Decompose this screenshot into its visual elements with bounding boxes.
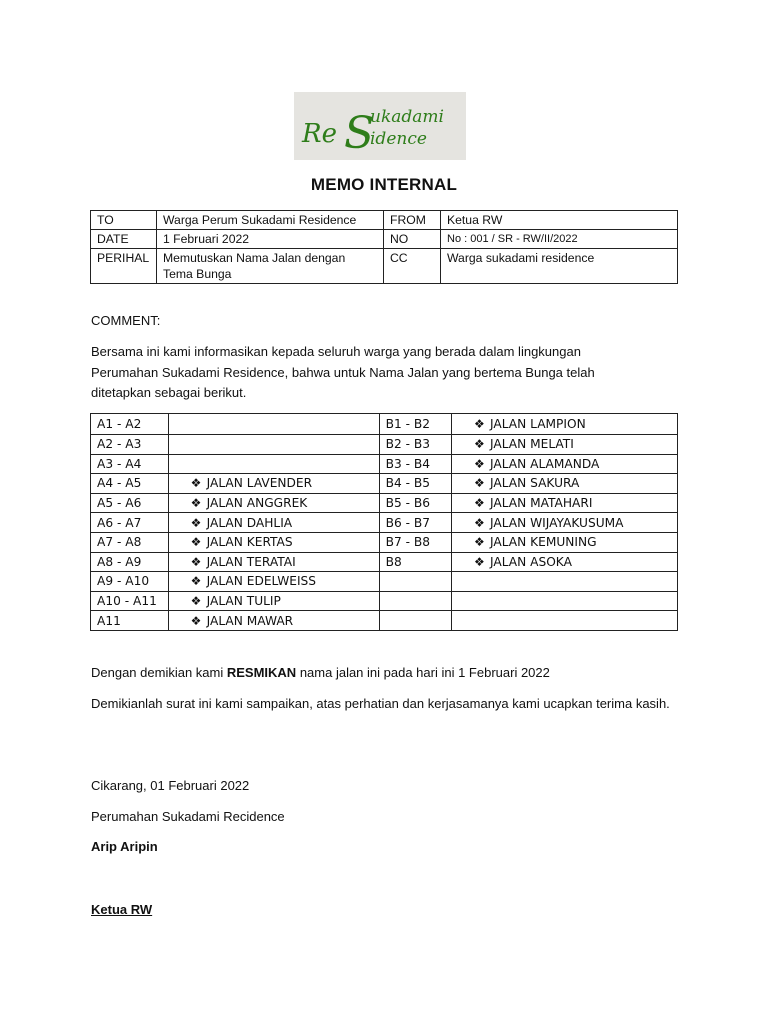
- b-street-cell: [452, 435, 678, 455]
- diamond-bullet-icon: ❖: [190, 574, 202, 589]
- a-block-cell: A6 - A7: [91, 513, 169, 533]
- diamond-bullet-icon: ❖: [474, 496, 485, 511]
- from-value: Ketua RW: [441, 211, 678, 230]
- diamond-bullet-icon: ❖: [190, 496, 202, 511]
- organization-name: Perumahan Sukadami Recidence: [91, 809, 285, 824]
- a-street-name: JALAN TERATAI: [206, 554, 296, 569]
- b-street-cell: [452, 454, 678, 474]
- svg-text:Re: Re: [302, 119, 337, 149]
- diamond-bullet-icon: ❖: [190, 535, 202, 550]
- svg-text:ukadami: ukadami: [370, 107, 444, 127]
- date-label: DATE: [91, 230, 157, 249]
- perihal-label: PERIHAL: [91, 249, 157, 284]
- b-street-name: JALAN ALAMANDA: [490, 456, 600, 471]
- b-street-cell: [452, 493, 678, 513]
- b-street-name: JALAN MELATI: [490, 437, 574, 452]
- svg-text:S: S: [344, 108, 375, 159]
- a-block-cell: A10 - A11: [91, 591, 169, 611]
- svg-text:idence: idence: [370, 129, 427, 149]
- street-row: [91, 414, 678, 435]
- b-block-cell: B4 - B5: [379, 474, 451, 494]
- resmikan-before: Dengan demikian kami: [91, 665, 227, 680]
- street-row: [91, 552, 678, 572]
- diamond-bullet-icon: ❖: [190, 476, 202, 491]
- a-block-cell: A7 - A8: [91, 532, 169, 552]
- a-street-name: JALAN MAWAR: [206, 613, 294, 628]
- b-street-cell: [452, 474, 678, 494]
- street-row: [91, 454, 678, 474]
- diamond-bullet-icon: ❖: [474, 456, 485, 471]
- street-row: [91, 435, 678, 455]
- signer-role-wrap: [91, 900, 681, 921]
- date-value: 1 Februari 2022: [157, 230, 384, 249]
- a-block-cell: A11: [91, 611, 169, 631]
- to-value: Warga Perum Sukadami Residence: [157, 211, 384, 230]
- a-street-name: JALAN LAVENDER: [206, 476, 313, 491]
- street-row: [91, 474, 678, 494]
- no-value: No : 001 / SR - RW/II/2022: [441, 230, 678, 249]
- a-street-cell: [168, 435, 379, 455]
- closing-paragraph: Demikianlah surat ini kami sampaikan, atas perhatian dan kerjasamanya kami ucapkan terima kasih.: [91, 696, 670, 711]
- b-block-cell: B7 - B8: [379, 532, 451, 552]
- b-block-cell: [379, 611, 451, 631]
- street-row: [91, 611, 678, 631]
- a-block-cell: A4 - A5: [91, 474, 169, 494]
- b-block-cell: [379, 591, 451, 611]
- comment-label: COMMENT:: [91, 313, 161, 328]
- b-block-cell: B2 - B3: [379, 435, 451, 455]
- b-block-cell: [379, 572, 451, 592]
- place-date: Cikarang, 01 Februari 2022: [91, 778, 250, 793]
- b-block-cell: B3 - B4: [379, 454, 451, 474]
- street-names-table: [90, 413, 678, 631]
- a-street-cell: [168, 591, 379, 611]
- diamond-bullet-icon: ❖: [474, 476, 485, 491]
- logo-graphic: [294, 92, 466, 160]
- a-street-cell: [168, 414, 379, 435]
- diamond-bullet-icon: ❖: [190, 594, 202, 609]
- a-street-cell: [168, 611, 379, 631]
- memo-title: MEMO INTERNAL: [310, 175, 458, 194]
- b-block-cell: B8: [379, 552, 451, 572]
- intro-paragraph: Bersama ini kami informasikan kepada seluruh warga yang berada dalam lingkungan Perumahan Sukadami Residence, bahwa untuk Nama Jalan yang bertema Bunga telah ditetapkan sebagai berikut.: [91, 344, 595, 400]
- a-street-cell: [168, 513, 379, 533]
- signer-name: Arip Aripin: [91, 839, 158, 854]
- a-street-name: JALAN DAHLIA: [206, 515, 293, 530]
- diamond-bullet-icon: ❖: [474, 535, 485, 550]
- b-street-cell: [452, 414, 678, 435]
- diamond-bullet-icon: ❖: [190, 613, 202, 628]
- a-street-cell: [168, 532, 379, 552]
- b-street-name: JALAN LAMPION: [490, 417, 586, 431]
- b-block-cell: B5 - B6: [379, 493, 451, 513]
- cc-value: Warga sukadami residence: [441, 249, 678, 284]
- diamond-bullet-icon: ❖: [474, 554, 485, 569]
- b-street-name: JALAN WIJAYAKUSUMA: [490, 515, 624, 530]
- perihal-line-2: Tema Bunga: [163, 267, 232, 281]
- a-street-name: JALAN KERTAS: [206, 535, 293, 550]
- street-row: [91, 532, 678, 552]
- b-street-name: JALAN ASOKA: [490, 554, 572, 569]
- a-block-cell: A8 - A9: [91, 552, 169, 572]
- a-block-cell: A9 - A10: [91, 572, 169, 592]
- b-street-name: JALAN KEMUNING: [490, 535, 597, 550]
- b-block-cell: B6 - B7: [379, 513, 451, 533]
- a-street-cell: [168, 474, 379, 494]
- a-block-cell: A2 - A3: [91, 435, 169, 455]
- a-block-cell: A5 - A6: [91, 493, 169, 513]
- resmikan-paragraph: [91, 663, 681, 684]
- street-row: [91, 493, 678, 513]
- street-row: [91, 572, 678, 592]
- signer-role: Ketua RW: [91, 902, 153, 917]
- a-street-cell: [168, 493, 379, 513]
- perihal-value: [157, 249, 384, 284]
- b-block-cell: B1 - B2: [379, 414, 451, 435]
- diamond-bullet-icon: ❖: [190, 554, 202, 569]
- perihal-line-1: Memutuskan Nama Jalan dengan: [163, 251, 346, 265]
- b-street-cell: [452, 611, 678, 631]
- diamond-bullet-icon: ❖: [474, 437, 485, 452]
- diamond-bullet-icon: ❖: [190, 515, 202, 530]
- a-block-cell: A1 - A2: [91, 414, 169, 435]
- b-street-cell: [452, 552, 678, 572]
- a-street-cell: [168, 572, 379, 592]
- a-street-name: JALAN TULIP: [206, 594, 281, 609]
- cc-label: CC: [384, 249, 441, 284]
- resmikan-bold: RESMIKAN: [226, 665, 297, 680]
- diamond-bullet-icon: ❖: [474, 515, 485, 530]
- b-street-name: JALAN MATAHARI: [490, 496, 593, 511]
- a-street-cell: [168, 552, 379, 572]
- b-street-cell: [452, 591, 678, 611]
- b-street-name: JALAN SAKURA: [490, 476, 580, 491]
- diamond-bullet-icon: ❖: [474, 417, 485, 431]
- a-street-cell: [168, 454, 379, 474]
- residence-logo: [294, 92, 466, 160]
- a-block-cell: A3 - A4: [91, 454, 169, 474]
- street-row: [91, 591, 678, 611]
- to-label: TO: [91, 211, 157, 230]
- from-label: FROM: [384, 211, 441, 230]
- street-row: [91, 513, 678, 533]
- resmikan-after: nama jalan ini pada hari ini 1 Februari 2022: [296, 665, 550, 680]
- b-street-cell: [452, 572, 678, 592]
- a-street-name: JALAN ANGGREK: [206, 496, 308, 511]
- b-street-cell: [452, 513, 678, 533]
- b-street-cell: [452, 532, 678, 552]
- memo-header-table: [90, 210, 678, 284]
- no-label: NO: [384, 230, 441, 249]
- a-street-name: JALAN EDELWEISS: [206, 574, 317, 589]
